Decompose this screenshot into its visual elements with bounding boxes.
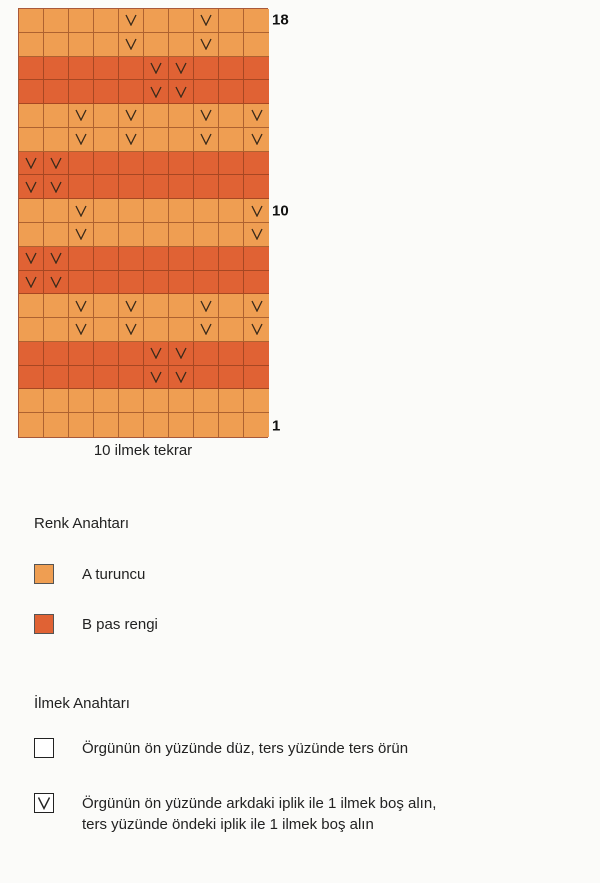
- chart-cell-r14-c4: [94, 104, 119, 128]
- chart-cell-r10-c7: [169, 199, 194, 223]
- chart-cell-r14-c6: [144, 104, 169, 128]
- chart-cell-r7-c4: [94, 271, 119, 295]
- chart-cell-r2-c2: [44, 389, 69, 413]
- chart-cell-r6-c6: [144, 294, 169, 318]
- chart-cell-r11-c10: [244, 175, 269, 199]
- chart-cell-r5-c6: [144, 318, 169, 342]
- chart-cell-r4-c4: [94, 342, 119, 366]
- chart-cell-r1-c9: [219, 413, 244, 437]
- color-key-label-a: A turuncu: [82, 566, 146, 583]
- chart-cell-r9-c5: [119, 223, 144, 247]
- chart-cell-r18-c6: [144, 9, 169, 33]
- chart-cell-r18-c9: [219, 9, 244, 33]
- slip-stitch-v-icon: [150, 347, 162, 359]
- chart-cell-r14-c1: [19, 104, 44, 128]
- chart-cell-r13-c5: [119, 128, 144, 152]
- chart-cell-r2-c7: [169, 389, 194, 413]
- slip-stitch-v-icon: [125, 133, 137, 145]
- chart-cell-r12-c4: [94, 152, 119, 176]
- row-number-10: 10: [272, 202, 289, 220]
- chart-cell-r3-c3: [69, 366, 94, 390]
- chart-cell-r2-c10: [244, 389, 269, 413]
- slip-stitch-v-icon: [200, 133, 212, 145]
- chart-cell-r14-c9: [219, 104, 244, 128]
- slip-stitch-v-icon: [251, 228, 263, 240]
- chart-cell-r1-c2: [44, 413, 69, 437]
- slip-stitch-v-icon: [175, 86, 187, 98]
- chart-cell-r10-c3: [69, 199, 94, 223]
- chart-cell-r7-c5: [119, 271, 144, 295]
- stitch-key-label-slip-line2: ters yüzünde öndeki iplik ile 1 ilmek boş alın: [82, 816, 374, 833]
- chart-cell-r11-c5: [119, 175, 144, 199]
- chart-cell-r15-c6: [144, 80, 169, 104]
- chart-cell-r6-c2: [44, 294, 69, 318]
- chart-cell-r4-c3: [69, 342, 94, 366]
- chart-cell-r5-c9: [219, 318, 244, 342]
- chart-cell-r6-c5: [119, 294, 144, 318]
- chart-cell-r8-c3: [69, 247, 94, 271]
- chart-cell-r15-c3: [69, 80, 94, 104]
- slip-stitch-v-icon: [200, 323, 212, 335]
- chart-cell-r16-c4: [94, 57, 119, 81]
- chart-cell-r8-c8: [194, 247, 219, 271]
- slip-stitch-v-icon: [251, 109, 263, 121]
- chart-cell-r9-c4: [94, 223, 119, 247]
- slip-stitch-v-icon: [125, 14, 137, 26]
- slip-stitch-v-icon: [75, 300, 87, 312]
- chart-cell-r2-c8: [194, 389, 219, 413]
- slip-stitch-v-icon: [251, 323, 263, 335]
- slip-stitch-v-icon: [34, 793, 54, 813]
- slip-stitch-v-icon: [25, 181, 37, 193]
- chart-cell-r5-c3: [69, 318, 94, 342]
- chart-cell-r5-c2: [44, 318, 69, 342]
- chart-cell-r1-c7: [169, 413, 194, 437]
- chart-cell-r5-c8: [194, 318, 219, 342]
- chart-cell-r7-c3: [69, 271, 94, 295]
- chart-cell-r12-c10: [244, 152, 269, 176]
- slip-stitch-v-icon: [25, 252, 37, 264]
- stitch-key-label-slip-line1: Örgünün ön yüzünde arkdaki iplik ile 1 ilmek boş alın,: [82, 795, 437, 812]
- color-key-title: Renk Anahtarı: [34, 515, 130, 532]
- chart-cell-r7-c1: [19, 271, 44, 295]
- chart-cell-r4-c9: [219, 342, 244, 366]
- chart-cell-r9-c10: [244, 223, 269, 247]
- chart-cell-r8-c2: [44, 247, 69, 271]
- chart-cell-r7-c6: [144, 271, 169, 295]
- chart-cell-r15-c1: [19, 80, 44, 104]
- chart-cell-r9-c1: [19, 223, 44, 247]
- chart-cell-r13-c2: [44, 128, 69, 152]
- chart-cell-r5-c5: [119, 318, 144, 342]
- chart-cell-r3-c9: [219, 366, 244, 390]
- chart-cell-r8-c7: [169, 247, 194, 271]
- chart-cell-r2-c6: [144, 389, 169, 413]
- chart-cell-r14-c5: [119, 104, 144, 128]
- chart-cell-r18-c5: [119, 9, 144, 33]
- chart-cell-r2-c3: [69, 389, 94, 413]
- slip-stitch-v-icon: [25, 276, 37, 288]
- stitch-key-label-knit: Örgünün ön yüzünde düz, ters yüzünde ters örün: [82, 740, 409, 757]
- chart-cell-r7-c9: [219, 271, 244, 295]
- slip-stitch-v-icon: [251, 300, 263, 312]
- chart-cell-r10-c1: [19, 199, 44, 223]
- chart-cell-r9-c3: [69, 223, 94, 247]
- chart-cell-r17-c6: [144, 33, 169, 57]
- chart-cell-r3-c10: [244, 366, 269, 390]
- chart-cell-r15-c9: [219, 80, 244, 104]
- slip-stitch-v-icon: [75, 323, 87, 335]
- chart-cell-r14-c8: [194, 104, 219, 128]
- chart-cell-r2-c5: [119, 389, 144, 413]
- chart-cell-r12-c6: [144, 152, 169, 176]
- chart-cell-r14-c2: [44, 104, 69, 128]
- chart-cell-r5-c4: [94, 318, 119, 342]
- chart-cell-r4-c6: [144, 342, 169, 366]
- chart-cell-r12-c7: [169, 152, 194, 176]
- chart-cell-r18-c10: [244, 9, 269, 33]
- chart-cell-r7-c8: [194, 271, 219, 295]
- chart-cell-r16-c2: [44, 57, 69, 81]
- slip-stitch-v-icon: [75, 109, 87, 121]
- chart-cell-r12-c1: [19, 152, 44, 176]
- color-key-item-a: [34, 564, 145, 586]
- chart-cell-r17-c1: [19, 33, 44, 57]
- chart-cell-r3-c8: [194, 366, 219, 390]
- chart-cell-r4-c8: [194, 342, 219, 366]
- chart-cell-r9-c7: [169, 223, 194, 247]
- chart-cell-r10-c6: [144, 199, 169, 223]
- chart-cell-r6-c10: [244, 294, 269, 318]
- color-key-item-b: [34, 614, 158, 636]
- chart-cell-r10-c5: [119, 199, 144, 223]
- chart-cell-r16-c10: [244, 57, 269, 81]
- chart-cell-r3-c2: [44, 366, 69, 390]
- chart-cell-r13-c7: [169, 128, 194, 152]
- chart-grid: [18, 8, 268, 438]
- slip-stitch-v-icon: [200, 109, 212, 121]
- chart-cell-r11-c7: [169, 175, 194, 199]
- slip-stitch-v-icon: [75, 205, 87, 217]
- orange-swatch: [34, 564, 54, 584]
- chart-cell-r2-c4: [94, 389, 119, 413]
- chart-cell-r17-c5: [119, 33, 144, 57]
- knitting-chart: [18, 8, 268, 438]
- chart-cell-r17-c7: [169, 33, 194, 57]
- chart-cell-r6-c7: [169, 294, 194, 318]
- chart-cell-r8-c5: [119, 247, 144, 271]
- slip-stitch-v-icon: [75, 228, 87, 240]
- chart-cell-r13-c8: [194, 128, 219, 152]
- slip-stitch-v-icon: [200, 14, 212, 26]
- chart-cell-r1-c5: [119, 413, 144, 437]
- chart-cell-r14-c3: [69, 104, 94, 128]
- chart-cell-r8-c4: [94, 247, 119, 271]
- chart-cell-r3-c1: [19, 366, 44, 390]
- chart-cell-r4-c10: [244, 342, 269, 366]
- chart-cell-r14-c7: [169, 104, 194, 128]
- chart-cell-r18-c1: [19, 9, 44, 33]
- chart-cell-r12-c3: [69, 152, 94, 176]
- chart-cell-r17-c2: [44, 33, 69, 57]
- slip-stitch-v-icon: [125, 109, 137, 121]
- chart-cell-r11-c1: [19, 175, 44, 199]
- empty-square-icon: [34, 738, 54, 758]
- chart-cell-r9-c8: [194, 223, 219, 247]
- slip-stitch-v-icon: [200, 38, 212, 50]
- chart-cell-r4-c5: [119, 342, 144, 366]
- chart-cell-r13-c6: [144, 128, 169, 152]
- chart-cell-r17-c10: [244, 33, 269, 57]
- chart-cell-r5-c10: [244, 318, 269, 342]
- chart-cell-r12-c8: [194, 152, 219, 176]
- chart-cell-r15-c5: [119, 80, 144, 104]
- chart-cell-r7-c7: [169, 271, 194, 295]
- chart-cell-r1-c1: [19, 413, 44, 437]
- chart-cell-r7-c10: [244, 271, 269, 295]
- chart-cell-r15-c10: [244, 80, 269, 104]
- chart-cell-r6-c8: [194, 294, 219, 318]
- slip-stitch-v-icon: [50, 181, 62, 193]
- chart-cell-r13-c10: [244, 128, 269, 152]
- chart-cell-r3-c5: [119, 366, 144, 390]
- slip-stitch-v-icon: [251, 133, 263, 145]
- chart-cell-r8-c6: [144, 247, 169, 271]
- stitch-key-title: İlmek Anahtarı: [34, 695, 130, 712]
- chart-cell-r5-c7: [169, 318, 194, 342]
- chart-cell-r8-c10: [244, 247, 269, 271]
- chart-cell-r1-c3: [69, 413, 94, 437]
- slip-stitch-v-icon: [50, 276, 62, 288]
- chart-cell-r6-c3: [69, 294, 94, 318]
- chart-cell-r17-c4: [94, 33, 119, 57]
- chart-cell-r15-c4: [94, 80, 119, 104]
- chart-cell-r9-c9: [219, 223, 244, 247]
- chart-cell-r4-c2: [44, 342, 69, 366]
- chart-cell-r11-c4: [94, 175, 119, 199]
- slip-stitch-v-icon: [251, 205, 263, 217]
- chart-cell-r15-c7: [169, 80, 194, 104]
- chart-cell-r15-c8: [194, 80, 219, 104]
- chart-cell-r8-c9: [219, 247, 244, 271]
- chart-cell-r3-c4: [94, 366, 119, 390]
- chart-cell-r1-c4: [94, 413, 119, 437]
- slip-stitch-v-icon: [125, 38, 137, 50]
- chart-cell-r4-c7: [169, 342, 194, 366]
- chart-cell-r2-c9: [219, 389, 244, 413]
- row-number-1: 1: [272, 417, 281, 435]
- chart-cell-r8-c1: [19, 247, 44, 271]
- chart-cell-r5-c1: [19, 318, 44, 342]
- chart-cell-r2-c1: [19, 389, 44, 413]
- chart-cell-r10-c2: [44, 199, 69, 223]
- slip-stitch-v-icon: [150, 86, 162, 98]
- chart-cell-r11-c2: [44, 175, 69, 199]
- slip-stitch-v-icon: [125, 323, 137, 335]
- chart-cell-r16-c3: [69, 57, 94, 81]
- slip-stitch-v-icon: [200, 300, 212, 312]
- chart-cell-r6-c9: [219, 294, 244, 318]
- slip-stitch-v-icon: [50, 157, 62, 169]
- chart-cell-r13-c3: [69, 128, 94, 152]
- chart-cell-r6-c1: [19, 294, 44, 318]
- chart-cell-r17-c8: [194, 33, 219, 57]
- chart-cell-r18-c3: [69, 9, 94, 33]
- chart-cell-r10-c9: [219, 199, 244, 223]
- color-key-label-b: B pas rengi: [82, 616, 158, 633]
- stitch-key-item-knit: [34, 738, 408, 759]
- chart-cell-r15-c2: [44, 80, 69, 104]
- chart-cell-r11-c6: [144, 175, 169, 199]
- chart-cell-r10-c4: [94, 199, 119, 223]
- chart-cell-r10-c8: [194, 199, 219, 223]
- chart-cell-r17-c9: [219, 33, 244, 57]
- chart-cell-r18-c4: [94, 9, 119, 33]
- chart-cell-r9-c6: [144, 223, 169, 247]
- slip-stitch-v-icon: [150, 62, 162, 74]
- slip-stitch-v-icon: [150, 371, 162, 383]
- chart-cell-r18-c2: [44, 9, 69, 33]
- rust-swatch: [34, 614, 54, 634]
- chart-cell-r3-c7: [169, 366, 194, 390]
- chart-cell-r18-c8: [194, 9, 219, 33]
- chart-cell-r7-c2: [44, 271, 69, 295]
- chart-cell-r14-c10: [244, 104, 269, 128]
- slip-stitch-v-icon: [175, 371, 187, 383]
- repeat-label: 10 ilmek tekrar: [93, 442, 193, 459]
- chart-cell-r13-c4: [94, 128, 119, 152]
- chart-cell-r16-c6: [144, 57, 169, 81]
- chart-cell-r4-c1: [19, 342, 44, 366]
- slip-stitch-v-icon: [175, 62, 187, 74]
- chart-cell-r13-c1: [19, 128, 44, 152]
- chart-cell-r1-c6: [144, 413, 169, 437]
- chart-cell-r13-c9: [219, 128, 244, 152]
- chart-cell-r1-c10: [244, 413, 269, 437]
- chart-cell-r9-c2: [44, 223, 69, 247]
- chart-cell-r6-c4: [94, 294, 119, 318]
- chart-cell-r16-c8: [194, 57, 219, 81]
- chart-cell-r12-c5: [119, 152, 144, 176]
- slip-stitch-v-icon: [75, 133, 87, 145]
- chart-cell-r16-c7: [169, 57, 194, 81]
- slip-stitch-v-icon: [25, 157, 37, 169]
- chart-cell-r10-c10: [244, 199, 269, 223]
- row-number-18: 18: [272, 11, 289, 29]
- chart-cell-r12-c9: [219, 152, 244, 176]
- chart-cell-r11-c9: [219, 175, 244, 199]
- slip-stitch-v-icon: [125, 300, 137, 312]
- chart-cell-r11-c3: [69, 175, 94, 199]
- chart-cell-r16-c9: [219, 57, 244, 81]
- chart-cell-r3-c6: [144, 366, 169, 390]
- chart-cell-r16-c5: [119, 57, 144, 81]
- chart-cell-r16-c1: [19, 57, 44, 81]
- chart-cell-r17-c3: [69, 33, 94, 57]
- stitch-key-label-slip: [82, 793, 436, 835]
- chart-cell-r11-c8: [194, 175, 219, 199]
- chart-cell-r18-c7: [169, 9, 194, 33]
- chart-cell-r1-c8: [194, 413, 219, 437]
- slip-stitch-v-icon: [50, 252, 62, 264]
- slip-stitch-v-icon: [175, 347, 187, 359]
- stitch-key-item-slip: [34, 793, 436, 835]
- chart-cell-r12-c2: [44, 152, 69, 176]
